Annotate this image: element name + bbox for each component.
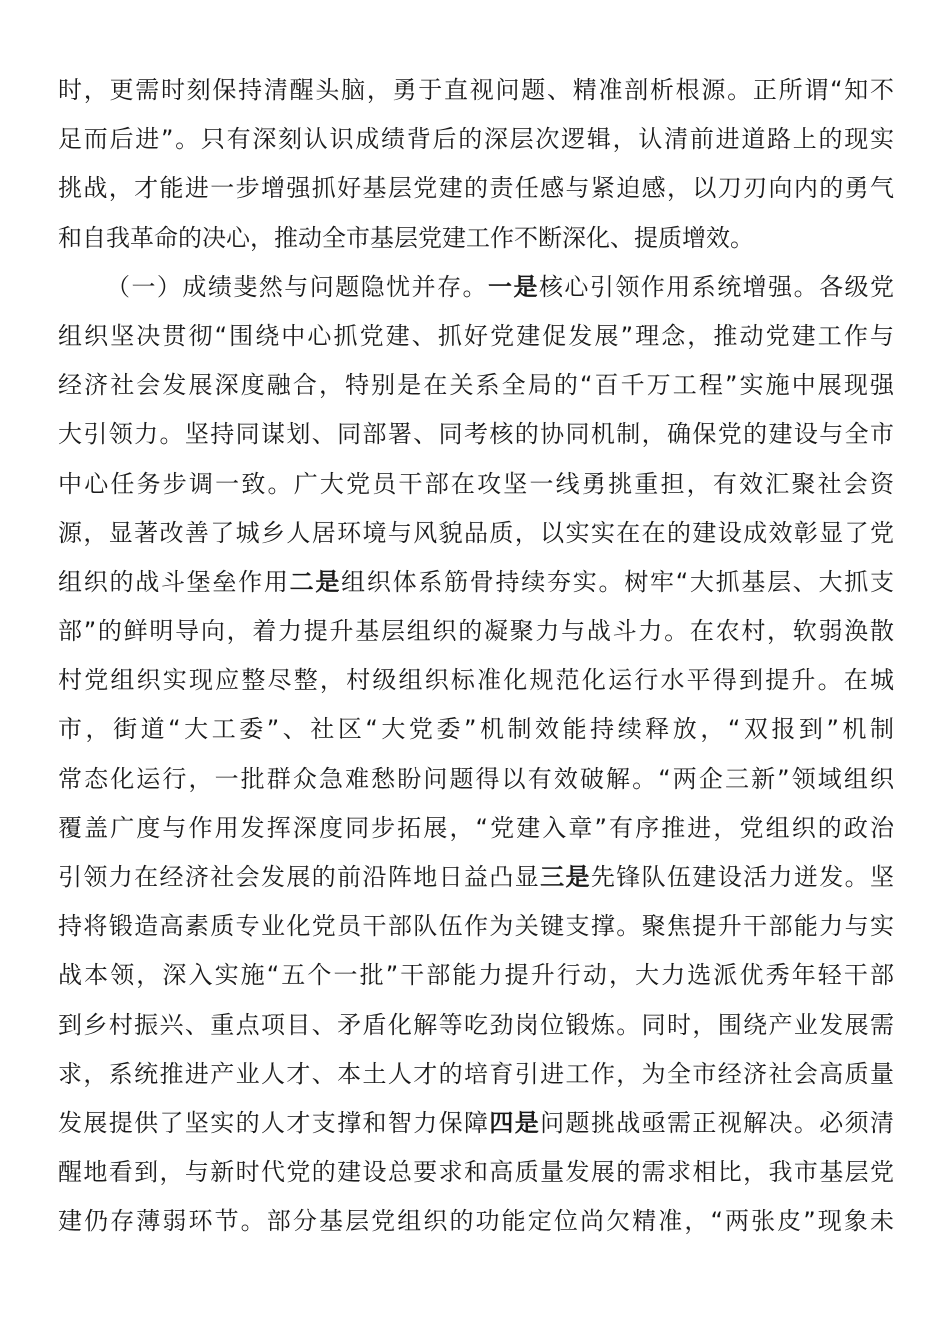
text-line-18: 持将锻造高素质专业化党员干部队伍作为关键支撑。聚焦提升干部能力与实 <box>58 912 894 941</box>
text-line-22 <box>58 1099 894 1148</box>
point-title-2: 组织体系筋骨持续夯实。树牢“大抓基层、大抓支 <box>341 567 894 596</box>
point-marker-3: 三是 <box>540 863 591 891</box>
point-title-3: 先锋队伍建设活力迸发。坚 <box>590 863 894 891</box>
text-line-23: 醒地看到，与新时代党的建设总要求和高质量发展的需求相比，我市基层党 <box>58 1158 894 1187</box>
text-line-8: 大引领力。坚持同谋划、同部署、同考核的协同机制，确保党的建设与全市 <box>58 420 894 449</box>
text-line-19: 战本领，深入实施“五个一批”干部能力提升行动，大力选派优秀年轻干部 <box>58 961 894 990</box>
section-heading: （一）成绩斐然与问题隐忧并存。 <box>106 272 488 301</box>
point-title-4: 问题挑战亟需正视解决。必须清 <box>540 1108 894 1137</box>
point-title-1: 核心引领作用系统增强。各级党 <box>538 272 894 301</box>
text-line-21: 求，系统推进产业人才、本土人才的培育引进工作，为全市经济社会高质量 <box>58 1059 894 1088</box>
text-line-2: 足而后进”。只有深刻认识成绩背后的深层次逻辑，认清前进道路上的现实 <box>58 125 894 154</box>
text-segment: 组织的战斗堡垒作用 <box>58 567 290 596</box>
text-segment: 发展提供了坚实的人才支撑和智力保障 <box>58 1108 490 1137</box>
text-line-15: 常态化运行，一批群众急难愁盼问题得以有效破解。“两企三新”领域组织 <box>58 764 894 793</box>
text-line-13: 村党组织实现应整尽整，村级组织标准化规范化运行水平得到提升。在城 <box>58 666 894 695</box>
text-line-20: 到乡村振兴、重点项目、矛盾化解等吃劲岗位锻炼。同时，围绕产业发展需 <box>58 1010 894 1039</box>
text-line-3: 挑战，才能进一步增强抓好基层党建的责任感与紧迫感，以刀刃向内的勇气 <box>58 174 894 203</box>
text-line-24: 建仍存薄弱环节。部分基层党组织的功能定位尚欠精准，“两张皮”现象未 <box>58 1207 894 1236</box>
text-line-4: 和自我革命的决心，推动全市基层党建工作不断深化、提质增效。 <box>58 223 754 252</box>
text-segment: 引领力在经济社会发展的前沿阵地日益凸显 <box>58 863 541 891</box>
section-heading-line <box>58 263 894 312</box>
text-line-6: 组织坚决贯彻“围绕中心抓党建、抓好党建促发展”理念，推动党建工作与 <box>58 321 894 350</box>
document-page <box>58 66 894 1247</box>
text-line-11 <box>58 558 894 607</box>
text-line-12: 部”的鲜明导向，着力提升基层组织的凝聚力与战斗力。在农村，软弱涣散 <box>58 617 894 646</box>
point-marker-2: 二是 <box>289 567 342 596</box>
text-line-17 <box>58 853 894 902</box>
text-line-14: 市，街道“大工委”、社区“大党委”机制效能持续释放，“双报到”机制 <box>58 715 894 744</box>
text-line-9: 中心任务步调一致。广大党员干部在攻坚一线勇挑重担，有效汇聚社会资 <box>58 469 894 498</box>
text-line-7: 经济社会发展深度融合，特别是在关系全局的“百千万工程”实施中展现强 <box>58 371 894 400</box>
text-line-10: 源，显著改善了城乡人居环境与风貌品质，以实实在在的建设成效彰显了党 <box>58 518 894 547</box>
point-marker-4: 四是 <box>489 1108 541 1137</box>
text-line-1: 时，更需时刻保持清醒头脑，勇于直视问题、精准剖析根源。正所谓“知不 <box>58 76 894 104</box>
text-line-16: 覆盖广度与作用发挥深度同步拓展，“党建入章”有序推进，党组织的政治 <box>58 813 894 842</box>
point-marker-1: 一是 <box>488 272 539 301</box>
